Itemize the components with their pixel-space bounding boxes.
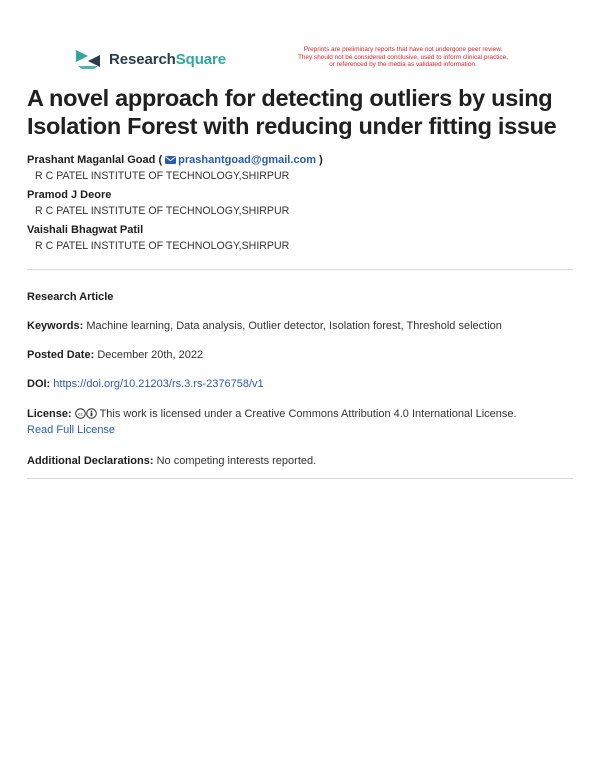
envelope-icon (165, 156, 176, 164)
author-name: Vaishali Bhagwat Patil (27, 224, 144, 236)
author-affiliation: R C PATEL INSTITUTE OF TECHNOLOGY,SHIRPUR (35, 205, 290, 217)
svg-text:cc: cc (77, 412, 83, 418)
cc-icon (75, 408, 86, 419)
author-name: Pramod J Deore (27, 189, 112, 201)
research-square-logo-icon (74, 48, 102, 70)
declarations-row: Additional Declarations: No competing interests reported. (27, 455, 317, 467)
doi-row: DOI: https://doi.org/10.21203/rs.3.rs-2376758/v1 (27, 378, 264, 390)
preprint-header (0, 0, 600, 80)
author-affiliation: R C PATEL INSTITUTE OF TECHNOLOGY,SHIRPUR (35, 170, 290, 182)
divider (27, 478, 573, 479)
preprint-disclaimer: Preprints are preliminary reports that have not undergone peer review. They should not be considered conclusive, used to inform clinical practice, or referenced by the media as validated information. (298, 46, 508, 69)
read-full-license-link[interactable]: Read Full License (27, 424, 116, 436)
license-row: License: cc This work is licensed under a Creative Commons Attribution 4.0 International License. Read Full License (27, 408, 517, 436)
divider (27, 269, 573, 270)
by-icon (86, 408, 97, 419)
research-square-wordmark: ResearchSquare (109, 50, 227, 68)
posted-date-row: Posted Date: December 20th, 2022 (27, 349, 204, 361)
keywords-row: Keywords: Machine learning, Data analysis, Outlier detector, Isolation forest, Threshold selection (27, 320, 502, 332)
author-list (27, 152, 572, 257)
author-name: Prashant Maganlal Goad ( prashantgoad@gmail.com ) (27, 154, 323, 166)
research-square-logo[interactable] (74, 48, 226, 70)
paper-title: A novel approach for detecting outliers by using Isolation Forest with reducing under fitting issue (27, 85, 557, 139)
author-affiliation: R C PATEL INSTITUTE OF TECHNOLOGY,SHIRPUR (35, 240, 290, 252)
license-text: This work is licensed under a Creative Commons Attribution 4.0 International License. (99, 408, 517, 420)
doi-link[interactable]: https://doi.org/10.21203/rs.3.rs-2376758/v1 (53, 378, 264, 390)
article-type: Research Article (27, 291, 114, 303)
author-email-link[interactable]: prashantgoad@gmail.com (178, 154, 317, 166)
